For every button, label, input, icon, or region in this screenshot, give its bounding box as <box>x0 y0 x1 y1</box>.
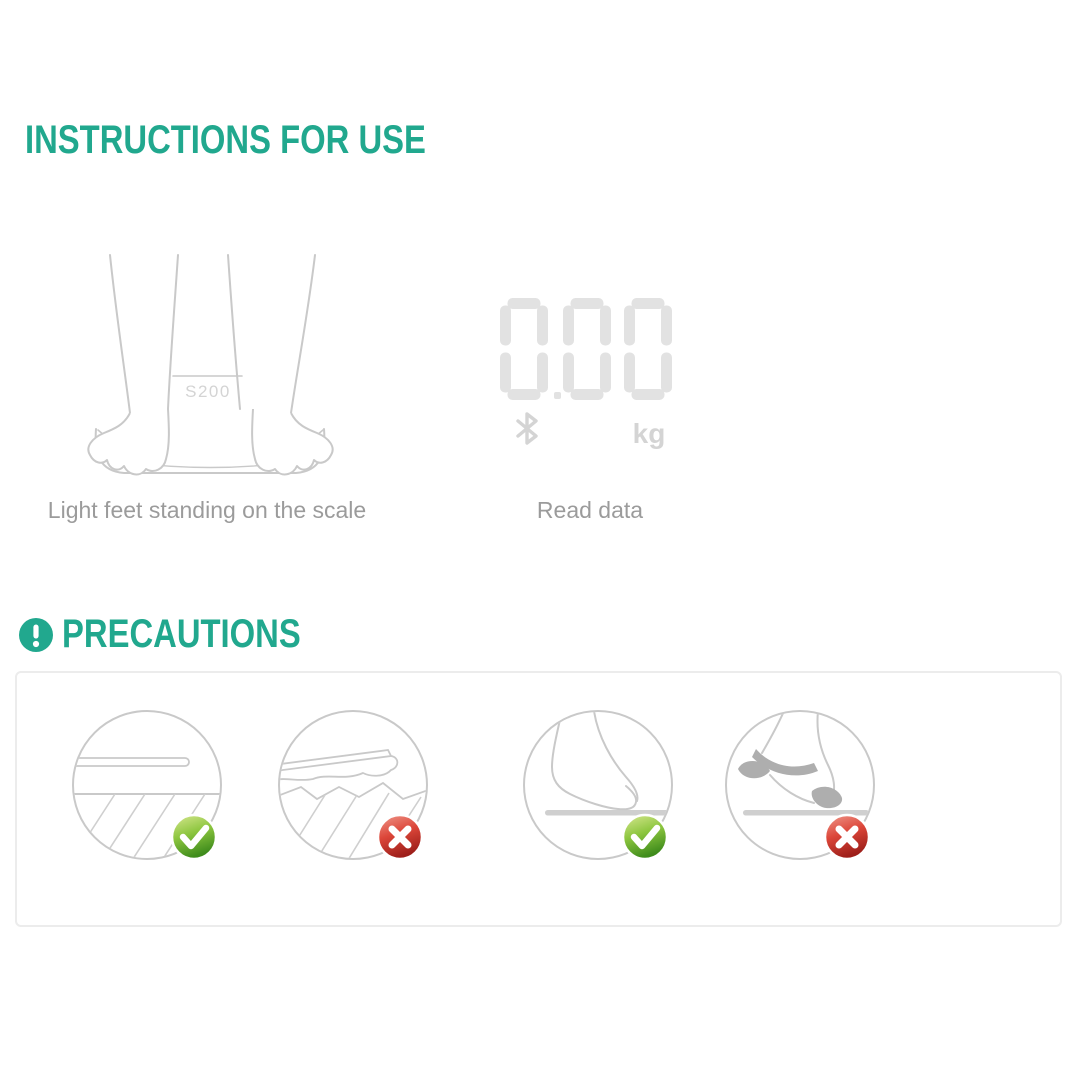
scale-display-text: S200 <box>185 382 231 401</box>
feet-outline <box>88 409 332 474</box>
feet-on-scale-illustration <box>80 233 340 488</box>
alert-exclamation-icon <box>18 617 54 653</box>
step-caption-read: Read data <box>536 497 644 523</box>
precaution-do-not-wear-socks-or-shoes <box>720 705 880 865</box>
instructions-title: INSTRUCTIONS FOR USE <box>25 118 426 162</box>
precaution-place-on-flat-hard-floor <box>67 705 227 865</box>
digit-0-third <box>624 298 672 400</box>
precautions-title: PRECAUTIONS <box>62 612 301 656</box>
cross-badge-icon <box>378 815 422 859</box>
step-caption-stand: Light feet standing on the scale <box>47 497 367 523</box>
check-badge-icon <box>623 815 667 859</box>
bluetooth-icon <box>518 414 536 443</box>
precaution-do-not-place-on-uneven-surface <box>273 705 433 865</box>
digit-0-second <box>563 298 611 400</box>
sock-shading <box>738 749 842 808</box>
display-value-text <box>0 0 1 1</box>
decimal-point <box>554 392 561 399</box>
precaution-weigh-with-bare-feet <box>518 705 678 865</box>
sock-foot-scene <box>738 711 869 816</box>
scale-lcd-display-illustration <box>492 293 682 453</box>
bare-foot-scene <box>545 711 669 816</box>
digit-0-first <box>500 298 548 400</box>
check-badge-icon <box>172 815 216 859</box>
seven-segment-digits <box>500 298 672 400</box>
unit-label: kg <box>632 418 666 449</box>
left-leg-outline <box>110 255 130 413</box>
cross-badge-icon <box>825 815 869 859</box>
